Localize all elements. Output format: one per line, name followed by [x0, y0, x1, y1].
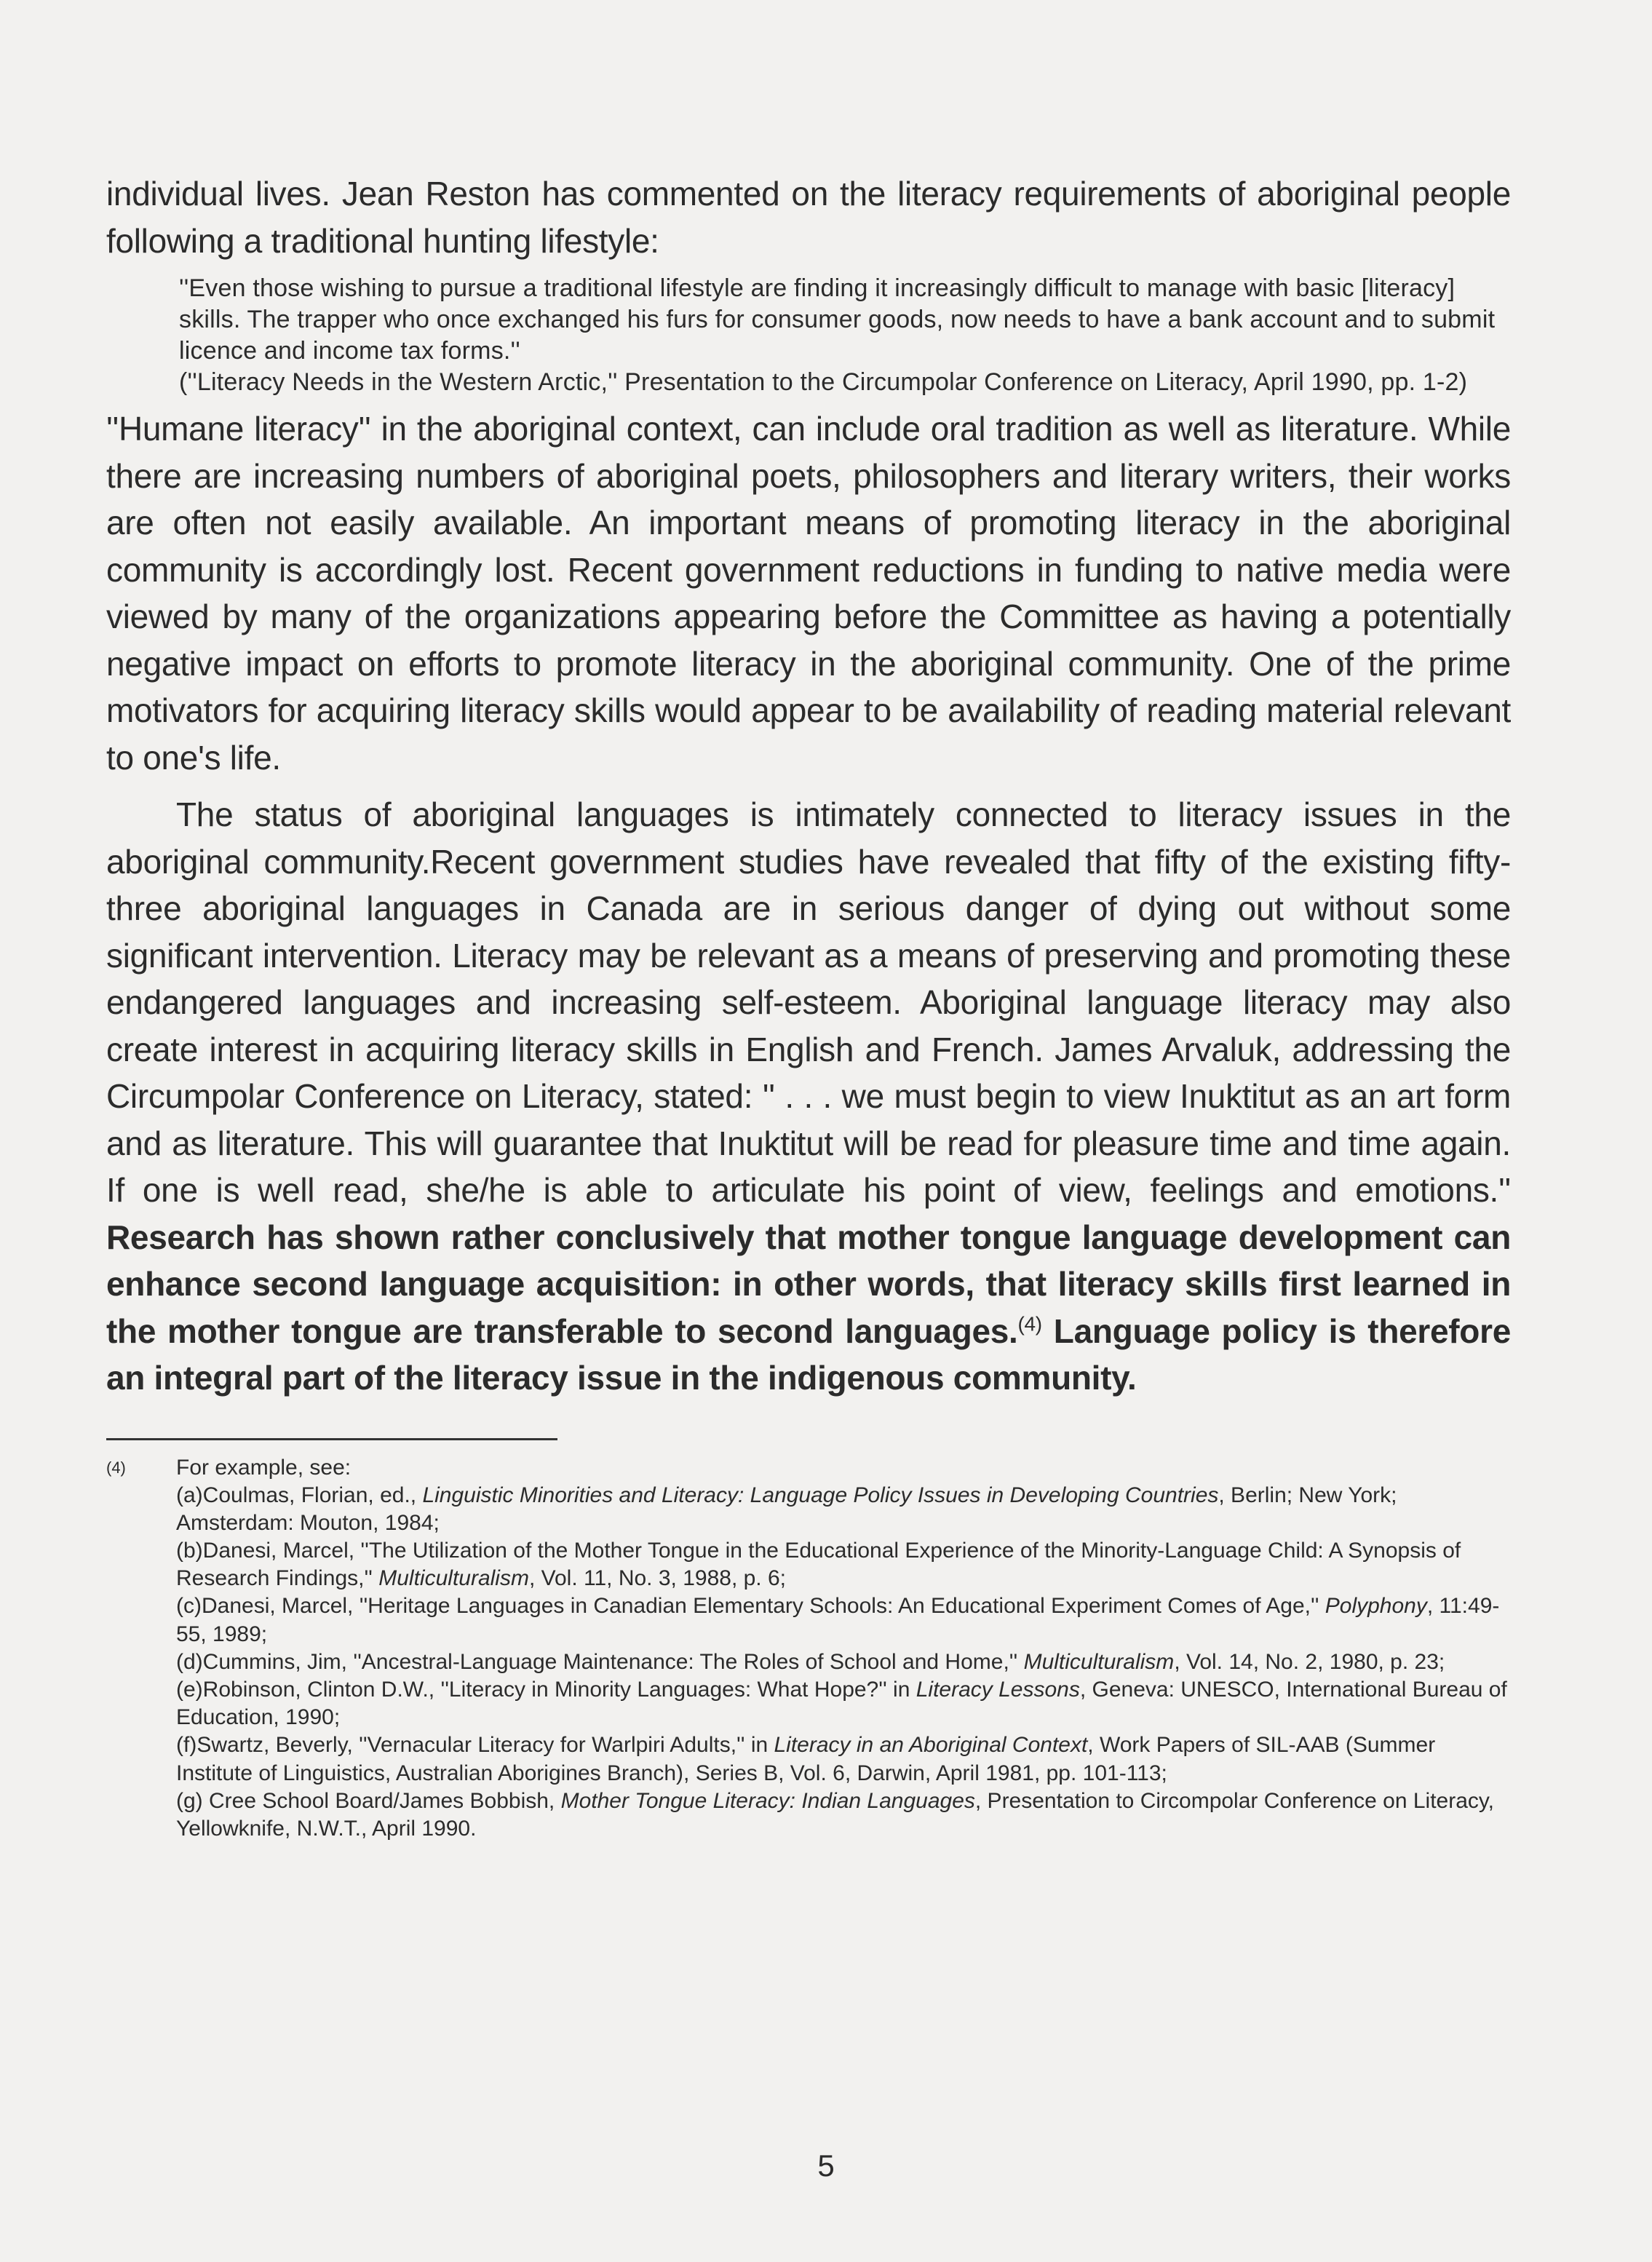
- paragraph-3-bold-1: Research has shown rather conclusively that mother tongue language development can enhance second language acquisition: in other words, that literacy skills first learned in the mother tongue are transferable to second languages.: [106, 1218, 1511, 1350]
- footnote-item-g-post: , Presentation to Circompolar Conference on Literacy, Yellowknife, N.W.T., April 1990.: [176, 1788, 1495, 1841]
- paragraph-2: ''Humane literacy'' in the aboriginal context, can include oral tradition as well as literature. While there are increasing numbers of aboriginal poets, philosophers and literary writers, their works are often not easily available. An important means of promoting literacy in the aboriginal community is accordingly lost. Recent government reductions in funding to native media were viewed by many of the organizations appearing before the Committee as having a potentially negative impact on efforts to promote literacy in the aboriginal community. One of the prime motivators for acquiring literacy skills would appear to be availability of reading material relevant to one's life.: [106, 410, 1511, 777]
- footnote-reference: (4): [1017, 1312, 1042, 1336]
- footnote-item-g-title: Mother Tongue Literacy: Indian Languages: [560, 1788, 975, 1813]
- footnote-item-b-post: , Vol. 11, No. 3, 1988, p. 6;: [528, 1566, 786, 1591]
- footnote-list: [176, 1482, 1511, 1844]
- footnote-item-f-title: Literacy in an Aboriginal Context: [774, 1733, 1088, 1758]
- footnote-item-b-title: Multiculturalism: [378, 1566, 529, 1591]
- footnote-item-g: [176, 1787, 1511, 1843]
- footnote-item-f-post: , Work Papers of SIL-AAB (Summer Institute of Linguistics, Australian Aborigines Branch), Series B, Vol. 6, Darwin, April 1981, pp. 101-113;: [176, 1733, 1436, 1785]
- footnote-item-c: [176, 1592, 1511, 1648]
- footnote-item-e-post: , Geneva: UNESCO, International Bureau of Education, 1990;: [176, 1677, 1507, 1730]
- page-content: [106, 170, 1511, 1843]
- footnote-item-c-post: , 11:49-55, 1989;: [176, 1594, 1500, 1646]
- footnote-item-a-title: Linguistic Minorities and Literacy: Language Policy Issues in Developing Countries: [422, 1483, 1219, 1507]
- footnote-item-f: [176, 1731, 1511, 1787]
- footnote-item-c-pre: (c)Danesi, Marcel, ''Heritage Languages in Canadian Elementary Schools: An Educational Experiment Comes of Age,'': [176, 1594, 1325, 1619]
- footnote-item-d: [176, 1648, 1511, 1676]
- footnote-header: [106, 1453, 1511, 1482]
- footnote-intro: For example, see:: [176, 1455, 352, 1480]
- footnote-item-e-pre: (e)Robinson, Clinton D.W., ''Literacy in Minority Languages: What Hope?'' in: [176, 1677, 916, 1702]
- footnote-item-e-title: Literacy Lessons: [916, 1677, 1080, 1702]
- footnote-item-a: [176, 1482, 1511, 1537]
- paragraph-3-text: The status of aboriginal languages is intimately connected to literacy issues in the aboriginal community.Recent government studies have revealed that fifty of the existing fifty-three aboriginal languages in Canada are in serious danger of dying out without some significant intervention. Literacy may be relevant as a means of preserving and promoting these endangered languages and increasing self-esteem. Aboriginal language literacy may also create interest in acquiring literacy skills in English and French. James Arvaluk, addressing the Circumpolar Conference on Literacy, stated: '' . . . we must begin to view Inuktitut as an art form and as literature. This will guarantee that Inuktitut will be read for pleasure time and time again. If one is well read, she/he is able to articulate his point of view, feelings and emotions.'': [106, 795, 1511, 1209]
- footnote-item-b: [176, 1537, 1511, 1592]
- quote-citation: (''Literacy Needs in the Western Arctic,'' Presentation to the Circumpolar Conference on Literacy, April 1990, pp. 1-2): [179, 368, 1468, 396]
- paragraph-3: [106, 791, 1511, 1402]
- footnote-item-e: [176, 1676, 1511, 1731]
- footnote-item-g-pre: (g) Cree School Board/James Bobbish,: [176, 1788, 561, 1813]
- footnote-item-d-pre: (d)Cummins, Jim, ''Ancestral-Language Maintenance: The Roles of School and Home,'': [176, 1649, 1024, 1674]
- footnote-item-a-post: , Berlin; New York; Amsterdam: Mouton, 1984;: [176, 1483, 1397, 1535]
- footnote-item-f-pre: (f)Swartz, Beverly, ''Vernacular Literacy for Warlpiri Adults,'' in: [176, 1733, 774, 1758]
- footnote-item-c-title: Polyphony: [1325, 1594, 1427, 1619]
- footnote-item-d-title: Multiculturalism: [1023, 1649, 1175, 1674]
- block-quote: [179, 273, 1511, 398]
- footnote-divider: [106, 1438, 557, 1440]
- paragraph-3-bold-2: Language policy is therefore an integral part of the literacy issue in the indigenous community.: [106, 1311, 1511, 1397]
- paragraph-1: individual lives. Jean Reston has commented on the literacy requirements of aboriginal people following a traditional hunting lifestyle:: [106, 175, 1511, 260]
- footnote-item-b-pre: (b)Danesi, Marcel, ''The Utilization of the Mother Tongue in the Educational Experience of the Minority-Language Child: A Synopsis of Research Findings,'': [176, 1538, 1461, 1591]
- quote-text: ''Even those wishing to pursue a traditional lifestyle are finding it increasingly difficult to manage with basic [literacy] skills. The trapper who once exchanged his furs for consumer goods, now needs to have a bank account and to submit licence and income tax forms.'': [179, 274, 1496, 365]
- footnote-item-a-pre: (a)Coulmas, Florian, ed.,: [176, 1483, 423, 1507]
- footnote-item-d-post: , Vol. 14, No. 2, 1980, p. 23;: [1174, 1649, 1445, 1674]
- page-number: 5: [817, 2148, 835, 2183]
- footnote-marker: (4): [106, 1458, 126, 1477]
